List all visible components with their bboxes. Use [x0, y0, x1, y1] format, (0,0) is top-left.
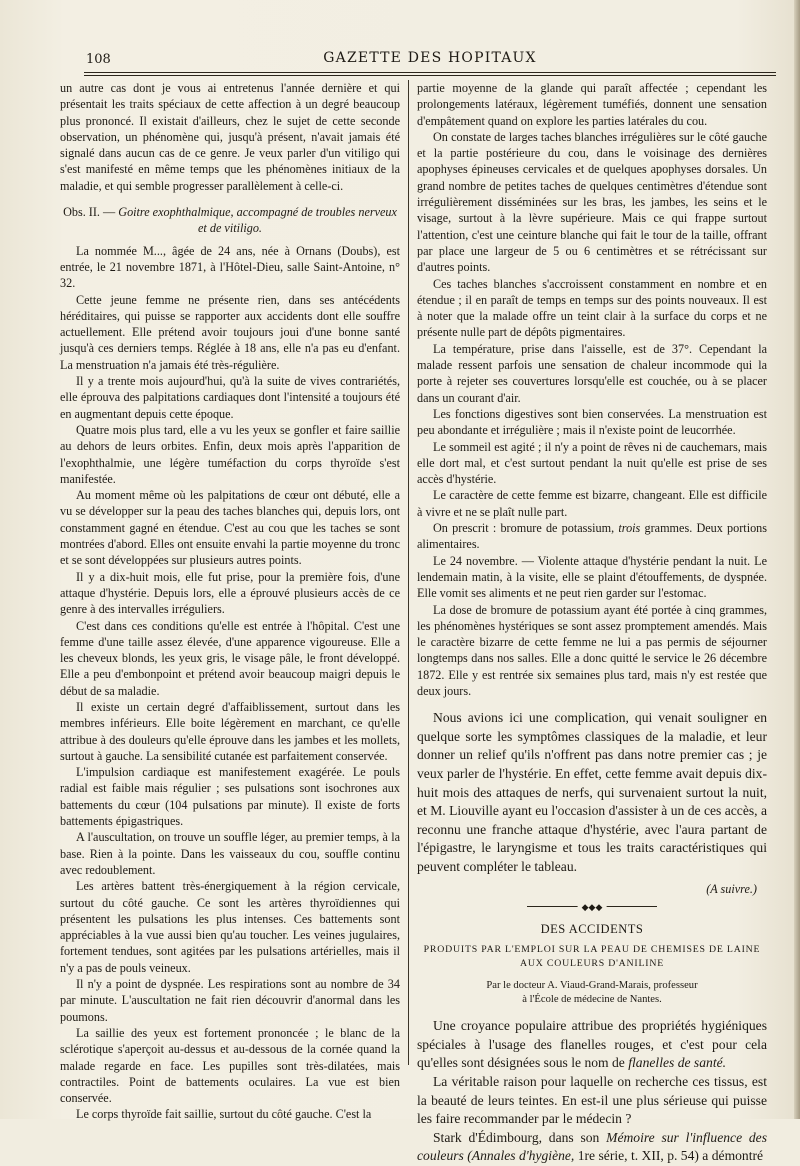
- paragraph: Nous avions ici une complication, qui venait souligner en quelque sorte les symptômes classiques de la maladie, et leur donner un relief qu'ils n'offrent pas dans notre premier cas ; je veux parler de l'hystérie. En effet, cette femme avait depuis dix-huit mois des attaques de nerfs, qui survenaient surtout la nuit, et M. Liouville ayant eu l'occasion d'assister à un de ces accès, a reconnu une franche attaque d'hystérie, avec l'aura partant de l'épigastre, le laryngisme et tous les traits caractéristiques qui peuvent compléter le tableau.: [417, 710, 767, 875]
- section-subtitle: AUX COULEURS D'ANILINE: [520, 958, 664, 970]
- paragraph: A l'auscultation, on trouve un souffle léger, au premier temps, à la base. Rien à la pointe. Dans les vaisseaux du cou, souffle continu avec redoublement.: [60, 830, 400, 877]
- paragraph: Il y a dix-huit mois, elle fut prise, pour la première fois, d'une attaque d'hystérie. Depuis lors, elle a éprouvé plusieurs accès de ce genre à des intervalles irréguliers.: [60, 569, 400, 617]
- paragraph: Il n'y a point de dyspnée. Les respirations sont au nombre de 34 par minute. L'auscultation ne fait rien découvrir d'anormal dans les poumons.: [60, 977, 400, 1024]
- page-edge: [794, 0, 800, 1119]
- observation-label: Obs. II. —: [63, 205, 116, 220]
- paragraph: La dose de bromure de potassium ayant été portée à cinq grammes, les phénomènes hystériques se sont assez promptement amendés. Mais le caractère bizarre de cette femme ne lui a pas permis de séjourner longtemps dans nos salles. Elle a donc quitté le service le 26 décembre 1872. Elle y est rentrée six semaines plus tard, mais n'y est restée que deux jours.: [417, 602, 767, 698]
- observation-title: Goitre exophthalmique, accompagné de troubles nerveux et de vitiligo.: [118, 205, 397, 236]
- paragraph: [417, 520, 767, 553]
- paragraph: Les fonctions digestives sont bien conservées. La menstruation est peu abondante et irrégulière ; mais il n'existe point de leucorrhée.: [417, 406, 767, 438]
- paragraph: [417, 1129, 767, 1166]
- to-be-continued: (A suivre.): [706, 881, 757, 896]
- paragraph: [417, 1017, 767, 1073]
- text-run: 1re série, t. XII, p. 54) a démontré: [577, 1148, 764, 1164]
- paragraph: C'est dans ces conditions qu'elle est entrée à l'hôpital. C'est une femme d'une taille assez élevée, d'une apparence vigoureuse. Elle a les cheveux blonds, les yeux gris, le visage pâle, le front développé. Elle a peu d'embonpoint et prétend avoir beaucoup maigri depuis le début de sa maladie.: [60, 618, 400, 698]
- ornament-glyph: ◆◆◆: [578, 901, 607, 913]
- section-ornament: [527, 901, 657, 913]
- paragraph: Les artères battent très-énergiquement à la région cervicale, surtout du côté gauche. Ce sont les artères thyroïdiennes qui présentent les pulsations les plus intenses. Ces battements sont appréciables à la vue aussi bien qu'au toucher. Les veines jugulaires, fortement tendues, sont agitées par les pulsations artérielles, mais il n'y a pas de pouls veineux.: [60, 879, 400, 975]
- paragraph: L'impulsion cardiaque est manifestement exagérée. Le pouls radial est faible mais régulier ; ses pulsations sont isochrones aux battements du cœur (104 pulsations par minute). Il existe de forts battements épigastriques.: [60, 765, 400, 829]
- journal-title: GAZETTE DES HOPITAUX: [323, 50, 537, 66]
- text-run: Stark d'Édimbourg, dans son: [433, 1129, 600, 1145]
- page-header: [84, 46, 776, 76]
- paragraph: On constate de larges taches blanches irrégulières sur le côté gauche et la partie postérieure du cou, dans le voisinage des dernières apophyses épineuses cervicales et de quelques apophyses dorsales. Un grand nombre de petites taches de quelques centimètres d'étendue sont irrégulièrement disséminées sur les bras, les jambes, les seins et le visage, surtout à la lèvre supérieure. Mais ce qui frappe surtout l'attention, c'est une ceinture blanche qui fait le tour de la taille, offrant par place une largeur de 5 ou 6 centimètres et se rétrécissant sur d'autres points.: [417, 129, 767, 275]
- text-run-italic: flanelles de santé.: [628, 1055, 727, 1071]
- paragraph: Le sommeil est agité ; il n'y a point de rêves ni de cauchemars, mais elle dort mal, et c'est surtout pendant la nuit qu'elle est prise de ses accès d'hystérie.: [417, 439, 767, 487]
- section-title: DES ACCIDENTS: [540, 921, 644, 936]
- paragraph: un autre cas dont je vous ai entretenus l'année dernière et qui présentait les traits spéciaux de cette affection à un degré beaucoup plus prononcé. Il existait d'ailleurs, chez le sujet de cette seconde observation, un phénomène qui, jusqu'à présent, n'avait jamais été signalé dans aucun cas de ce genre. Je veux parler d'un vitiligo qui s'est manifesté en même temps que les phénomènes initiaux de la maladie, et qui semble progresser parallèlement à celle-ci.: [60, 81, 400, 193]
- paragraph: Le caractère de cette femme est bizarre, changeant. Elle est difficile à vivre et ne se plaît nulle part.: [417, 488, 767, 519]
- section-subtitle: PRODUITS PAR L'EMPLOI SUR LA PEAU DE CHEMISES DE LAINE: [423, 944, 761, 956]
- paragraph: Ces taches blanches s'accroissent constamment en nombre et en étendue ; il en paraît de temps en temps sur des points nouveaux. Il est à noter que la malade offre un teint clair à la surface du corps et ne présente nulle part de dépôts pigmentaires.: [417, 276, 767, 340]
- paragraph: Il existe un certain degré d'affaiblissement, surtout dans les membres inférieurs. Elle boite légèrement en marchant, ce qu'elle attribue à des douleurs qu'elle éprouve dans les jambes et les mollets, surtout à gauche. La sensibilité cutanée est parfaitement conservée.: [60, 699, 400, 763]
- text-run: Une croyance populaire attribue des propriétés hygiéniques spéciales à l'usage des flanelles rouges, et c'est pour cela qu'elles sont désignées sous le nom de: [417, 1018, 767, 1071]
- paragraph: Quatre mois plus tard, elle a vu les yeux se gonfler et faire saillie au dehors de leurs orbites. Enfin, deux mois après l'apparition de l'exophthalmie, une légère tuméfaction du corps thyroïde s'est manifestée.: [60, 422, 400, 486]
- text-run-italic: trois: [618, 521, 641, 536]
- author-byline: [417, 979, 767, 1007]
- observation-heading: [60, 204, 400, 237]
- paragraph: La nommée M..., âgée de 24 ans, née à Ornans (Doubs), est entrée, le 21 novembre 1871, à l'Hôtel-Dieu, salle Saint-Antoine, n° 32.: [60, 243, 400, 291]
- paragraph: Le corps thyroïde fait saillie, surtout du côté gauche. C'est la: [76, 1107, 372, 1122]
- paragraph: Au moment même où les palpitations de cœur ont débuté, elle a vu se développer sur la peau des taches blanches qui, depuis lors, ont constamment gagné en étendue. C'est au cou que les taches se sont montrées d'abord. Elles ont ensuite envahi la partie moyenne du tronc et se sont développées sur plusieurs autres points.: [60, 488, 400, 568]
- left-column: [60, 80, 400, 1123]
- text-run: On prescrit : bromure de potassium,: [433, 521, 615, 536]
- text-run-italic: Mémoire sur l'influence des couleurs: [417, 1129, 767, 1164]
- paragraph: Cette jeune femme ne présente rien, dans ses antécédents héréditaires, qui puisse se rapporter aux accidents dont elle souffre actuellement. Elle prétend avoir toujours joui d'une bonne santé jusqu'à ces derniers temps. Réglée à 18 ans, elle n'a pas eu d'enfant. La menstruation n'a jamais été très-régulière.: [60, 292, 400, 372]
- column-divider: [408, 80, 409, 1065]
- page-number: 108: [86, 52, 111, 67]
- paragraph: Le 24 novembre. — Violente attaque d'hystérie pendant la nuit. Le lendemain matin, à la visite, elle se plaint d'étouffements, de dyspnée. Elle vomit ses aliments et ne peut rien garder sur l'estomac.: [417, 553, 767, 601]
- paragraph: La température, prise dans l'aisselle, est de 37°. Cependant la malade ressent parfois une sensation de chaleur incommode qui la porte à rejeter ses couvertures lorsqu'elle est couchée, ou à se placer dans un courant d'air.: [417, 341, 767, 405]
- paragraph: La véritable raison pour laquelle on recherche ces tissus, est la beauté de leurs teintes. En est-il une plus sérieuse qui puisse les faire recommander par le médecin ?: [417, 1074, 767, 1127]
- header-rule: [84, 72, 776, 76]
- author-line: à l'École de médecine de Nantes.: [522, 994, 662, 1006]
- author-line: Par le docteur A. Viaud-Grand-Marais, professeur: [486, 980, 698, 992]
- paragraph: Il y a trente mois aujourd'hui, qu'à la suite de vives contrariétés, elle éprouva des palpitations cardiaques dont l'intensité a toujours été en augmentant depuis cette époque.: [60, 374, 400, 421]
- right-column: [417, 80, 767, 1166]
- text-run-italic: (Annales d'hygiène,: [467, 1148, 575, 1164]
- paragraph: partie moyenne de la glande qui paraît affectée ; cependant les prolongements latéraux, légèrement tuméfiés, donnent une sensation d'empâtement quand on explore les parties latérales du cou.: [417, 81, 767, 128]
- paragraph: La saillie des yeux est fortement prononcée ; le blanc de la sclérotique s'aperçoit au-dessus et au-dessous de la cornée quand la malade regarde en face. Les pupilles sont très-dilatées, mais contractiles. Point de battements oculaires. La vue est bien conservée.: [60, 1025, 400, 1106]
- text-run: grammes. Deux portions alimentaires.: [417, 521, 768, 552]
